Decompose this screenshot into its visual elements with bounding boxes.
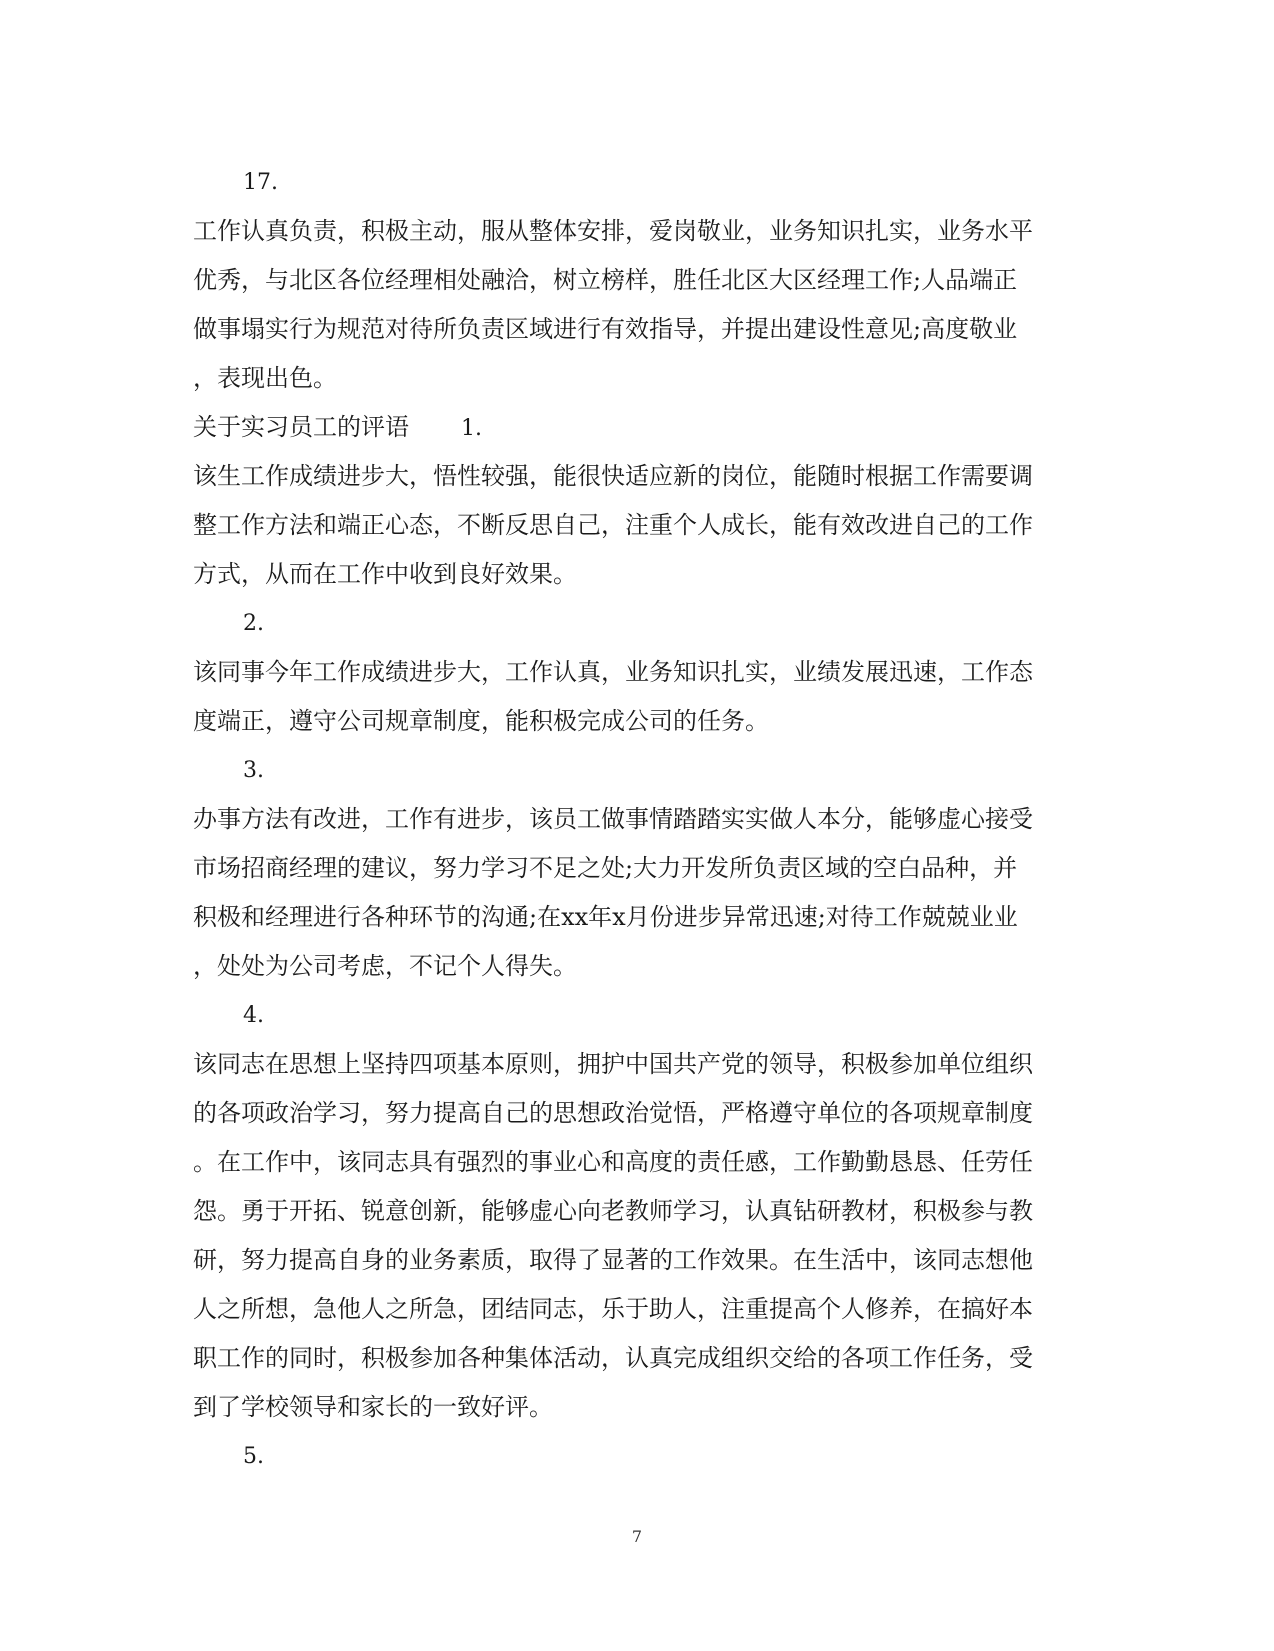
text-line: 工作认真负责，积极主动，服从整体安排，爱岗敬业，业务知识扎实，业务水平 [193, 217, 1033, 245]
text-line: 到了学校领导和家长的一致好评。 [193, 1393, 553, 1421]
text-line: 。在工作中，该同志具有强烈的事业心和高度的责任感，工作勤勤恳恳、任劳任 [193, 1148, 1033, 1176]
text-line: 办事方法有改进，工作有进步，该员工做事情踏踏实实做人本分，能够虚心接受 [193, 805, 1033, 833]
section-heading [193, 403, 1073, 452]
text-line: 该同志在思想上坚持四项基本原则，拥护中国共产党的领导，积极参加单位组织 [193, 1050, 1033, 1078]
item-number: 5. [243, 1444, 264, 1469]
text-line: 度端正，遵守公司规章制度，能积极完成公司的任务。 [193, 707, 769, 735]
section-heading-title: 关于实习员工的评语 [193, 413, 409, 441]
item-number: 4. [243, 1003, 264, 1028]
text-line: 积极和经理进行各种环节的沟通;在xx年x月份进步异常迅速;对待工作兢兢业业 [193, 903, 1018, 931]
text-line: ，表现出色。 [193, 364, 337, 392]
text-line: 方式，从而在工作中收到良好效果。 [193, 560, 577, 588]
item-number: 2. [243, 611, 264, 636]
text-line: 该同事今年工作成绩进步大，工作认真，业务知识扎实，业绩发展迅速，工作态 [193, 658, 1033, 686]
item-number: 1. [461, 416, 482, 441]
text-line: 的各项政治学习，努力提高自己的思想政治觉悟，严格遵守单位的各项规章制度 [193, 1099, 1033, 1127]
text-line: 人之所想，急他人之所急，团结同志，乐于助人，注重提高个人修养，在搞好本 [193, 1295, 1033, 1323]
text-line: 市场招商经理的建议，努力学习不足之处;大力开发所负责区域的空白品种，并 [193, 854, 1018, 882]
text-line: 整工作方法和端正心态，不断反思自己，注重个人成长，能有效改进自己的工作 [193, 511, 1033, 539]
text-line: 研，努力提高自身的业务素质，取得了显著的工作效果。在生活中，该同志想他 [193, 1246, 1033, 1274]
document-body [193, 158, 1073, 1481]
text-line: 做事塌实行为规范对待所负责区域进行有效指导，并提出建设性意见;高度敬业 [193, 315, 1018, 343]
text-line: 该生工作成绩进步大，悟性较强，能很快适应新的岗位，能随时根据工作需要调 [193, 462, 1033, 490]
page-number: 7 [631, 1527, 643, 1546]
text-line: 怨。勇于开拓、锐意创新，能够虚心向老教师学习，认真钻研教材，积极参与教 [193, 1197, 1033, 1225]
text-line: 职工作的同时，积极参加各种集体活动，认真完成组织交给的各项工作任务，受 [193, 1344, 1033, 1372]
item-number: 17. [243, 170, 278, 195]
text-line: ，处处为公司考虑，不记个人得失。 [193, 952, 577, 980]
item-number: 3. [243, 758, 264, 783]
text-line: 优秀，与北区各位经理相处融洽，树立榜样，胜任北区大区经理工作;人品端正 [193, 266, 1018, 294]
